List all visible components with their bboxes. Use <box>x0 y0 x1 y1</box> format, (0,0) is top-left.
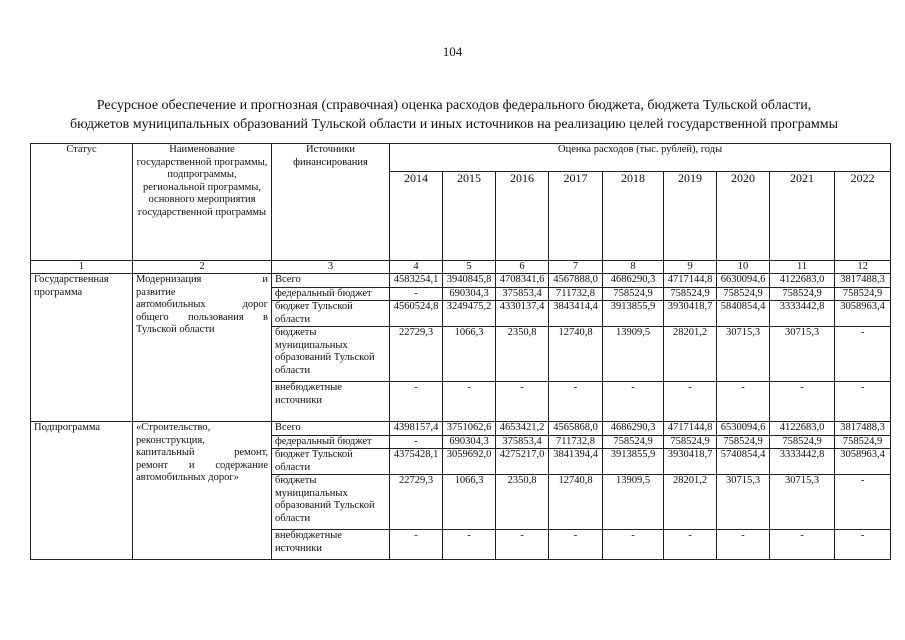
value-cell: 30715,3 <box>770 475 835 530</box>
value-cell: 4275217,0 <box>496 449 549 475</box>
value-cell: 3843414,4 <box>549 301 603 327</box>
value-cell: 30715,3 <box>770 327 835 382</box>
value-cell: 4717144,8 <box>664 274 717 288</box>
value-cell: - <box>390 435 443 449</box>
value-cell: 711732,8 <box>549 287 603 301</box>
value-cell: 3058963,4 <box>835 301 891 327</box>
year-header: 2017 <box>549 172 603 261</box>
program-name-line: развитие <box>136 286 176 298</box>
column-number: 4 <box>390 261 443 274</box>
funding-source-cell: Всего <box>272 422 390 436</box>
value-cell: 4686290,3 <box>603 422 664 436</box>
value-cell: 3841394,4 <box>549 449 603 475</box>
program-name-line: Модернизация и <box>136 274 268 285</box>
value-cell: - <box>835 475 891 530</box>
value-cell: 4567888,0 <box>549 274 603 288</box>
value-cell: 758524,9 <box>664 287 717 301</box>
title-line-2: бюджетов муниципальных образований Тульской области и иных источников на реализацию целей государственной программы <box>69 117 838 132</box>
table-row <box>31 274 891 288</box>
value-cell: 5740854,4 <box>717 449 770 475</box>
value-cell: 5840854,4 <box>717 301 770 327</box>
status-cell: Подпрограмма <box>31 422 133 560</box>
value-cell: 4583254,1 <box>390 274 443 288</box>
column-number: 6 <box>496 261 549 274</box>
year-header: 2018 <box>603 172 664 261</box>
funding-source-cell: внебюджетные источники <box>272 530 390 560</box>
column-number: 5 <box>443 261 496 274</box>
value-cell: - <box>664 530 717 560</box>
value-cell: - <box>390 530 443 560</box>
funding-source-cell: федеральный бюджет <box>272 435 390 449</box>
value-cell: - <box>835 327 891 382</box>
value-cell: - <box>770 530 835 560</box>
value-cell: 2350,8 <box>496 475 549 530</box>
value-cell: 758524,9 <box>770 287 835 301</box>
program-name-cell <box>133 274 272 422</box>
column-number: 9 <box>664 261 717 274</box>
value-cell: 30715,3 <box>717 327 770 382</box>
page-number: 104 <box>442 44 463 59</box>
value-cell: 12740,8 <box>549 475 603 530</box>
value-cell: 3940845,8 <box>443 274 496 288</box>
value-cell: 1066,3 <box>443 475 496 530</box>
value-cell: 12740,8 <box>549 327 603 382</box>
column-number: 10 <box>717 261 770 274</box>
value-cell: 6630094,6 <box>717 274 770 288</box>
value-cell: 3817488,3 <box>835 422 891 436</box>
header-source: Источники финансирования <box>272 144 390 261</box>
value-cell: 758524,9 <box>603 435 664 449</box>
value-cell: 13909,5 <box>603 327 664 382</box>
program-name-line: капитальный ремонт, <box>136 447 268 458</box>
funding-source-cell: Всего <box>272 274 390 288</box>
value-cell: 4708341,6 <box>496 274 549 288</box>
year-header: 2019 <box>664 172 717 261</box>
funding-source-cell: бюджеты муниципальных образований Тульской области <box>272 475 390 530</box>
year-header: 2021 <box>770 172 835 261</box>
value-cell: 22729,3 <box>390 327 443 382</box>
program-name-line: общего пользования в <box>136 311 268 323</box>
value-cell: 758524,9 <box>835 435 891 449</box>
value-cell: 3058963,4 <box>835 449 891 475</box>
value-cell: - <box>603 530 664 560</box>
value-cell: - <box>835 530 891 560</box>
table-row <box>31 422 891 436</box>
value-cell: 28201,2 <box>664 327 717 382</box>
value-cell: 758524,9 <box>835 287 891 301</box>
column-number: 3 <box>272 261 390 274</box>
year-header: 2022 <box>835 172 891 261</box>
value-cell: - <box>664 382 717 422</box>
value-cell: 3249475,2 <box>443 301 496 327</box>
value-cell: - <box>717 382 770 422</box>
value-cell: 758524,9 <box>603 287 664 301</box>
value-cell: 4122683,0 <box>770 274 835 288</box>
value-cell: 4717144,8 <box>664 422 717 436</box>
funding-source-cell: бюджет Тульской области <box>272 449 390 475</box>
column-number: 1 <box>31 261 133 274</box>
program-name-line: Тульской области <box>136 324 215 335</box>
year-header: 2016 <box>496 172 549 261</box>
value-cell: - <box>717 530 770 560</box>
value-cell: 3751062,6 <box>443 422 496 436</box>
value-cell: 2350,8 <box>496 327 549 382</box>
value-cell: - <box>549 382 603 422</box>
column-number: 2 <box>133 261 272 274</box>
header-estimate: Оценка расходов (тыс. рублей), годы <box>390 144 891 172</box>
value-cell: 3913855,9 <box>603 301 664 327</box>
column-number: 11 <box>770 261 835 274</box>
value-cell: - <box>835 382 891 422</box>
value-cell: 4686290,3 <box>603 274 664 288</box>
status-cell: Государственная программа <box>31 274 133 422</box>
program-name-line: ремонт и содержание <box>136 459 268 471</box>
value-cell: 375853,4 <box>496 435 549 449</box>
value-cell: 4375428,1 <box>390 449 443 475</box>
value-cell: 4330137,4 <box>496 301 549 327</box>
year-header: 2020 <box>717 172 770 261</box>
column-number: 12 <box>835 261 891 274</box>
program-name-line: «Строительство, <box>136 422 211 433</box>
value-cell: 30715,3 <box>717 475 770 530</box>
value-cell: 3930418,7 <box>664 449 717 475</box>
value-cell: 690304,3 <box>443 287 496 301</box>
value-cell: - <box>390 287 443 301</box>
value-cell: 3913855,9 <box>603 449 664 475</box>
value-cell: 3333442,8 <box>770 301 835 327</box>
value-cell: 758524,9 <box>770 435 835 449</box>
year-header: 2015 <box>443 172 496 261</box>
header-status: Статус <box>31 144 133 261</box>
value-cell: 3059692,0 <box>443 449 496 475</box>
title-line-1: Ресурсное обеспечение и прогнозная (справочная) оценка расходов федерального бюджета, бюджета Тульской области, <box>96 98 812 113</box>
budget-table <box>30 143 891 560</box>
value-cell: 4560524,8 <box>390 301 443 327</box>
program-name-line: автомобильных дорог» <box>136 472 239 483</box>
value-cell: 711732,8 <box>549 435 603 449</box>
value-cell: 758524,9 <box>717 287 770 301</box>
value-cell: - <box>603 382 664 422</box>
funding-source-cell: бюджет Тульской области <box>272 301 390 327</box>
value-cell: - <box>443 530 496 560</box>
value-cell: 3817488,3 <box>835 274 891 288</box>
year-header: 2014 <box>390 172 443 261</box>
funding-source-cell: федеральный бюджет <box>272 287 390 301</box>
document-title <box>20 96 888 134</box>
value-cell: 690304,3 <box>443 435 496 449</box>
value-cell: 1066,3 <box>443 327 496 382</box>
value-cell: - <box>390 382 443 422</box>
value-cell: - <box>443 382 496 422</box>
value-cell: 758524,9 <box>717 435 770 449</box>
program-name-cell <box>133 422 272 560</box>
value-cell: 4565868,0 <box>549 422 603 436</box>
value-cell: 6530094,6 <box>717 422 770 436</box>
value-cell: - <box>496 382 549 422</box>
funding-source-cell: бюджеты муниципальных образований Тульской области <box>272 327 390 382</box>
value-cell: 375853,4 <box>496 287 549 301</box>
value-cell: 3930418,7 <box>664 301 717 327</box>
value-cell: 3333442,8 <box>770 449 835 475</box>
value-cell: 13909,5 <box>603 475 664 530</box>
value-cell: - <box>549 530 603 560</box>
value-cell: 22729,3 <box>390 475 443 530</box>
value-cell: 4398157,4 <box>390 422 443 436</box>
column-number: 8 <box>603 261 664 274</box>
value-cell: 758524,9 <box>664 435 717 449</box>
value-cell: 4122683,0 <box>770 422 835 436</box>
program-name-line: автомобильных дорог <box>136 299 268 310</box>
value-cell: 28201,2 <box>664 475 717 530</box>
value-cell: - <box>496 530 549 560</box>
program-name-line: реконструкция, <box>136 434 205 446</box>
value-cell: - <box>770 382 835 422</box>
header-name: Наименование государственной программы, подпрограммы, региональной программы, основного мероприятия государственной программы <box>133 144 272 261</box>
funding-source-cell: внебюджетные источники <box>272 382 390 422</box>
column-number: 7 <box>549 261 603 274</box>
value-cell: 4653421,2 <box>496 422 549 436</box>
